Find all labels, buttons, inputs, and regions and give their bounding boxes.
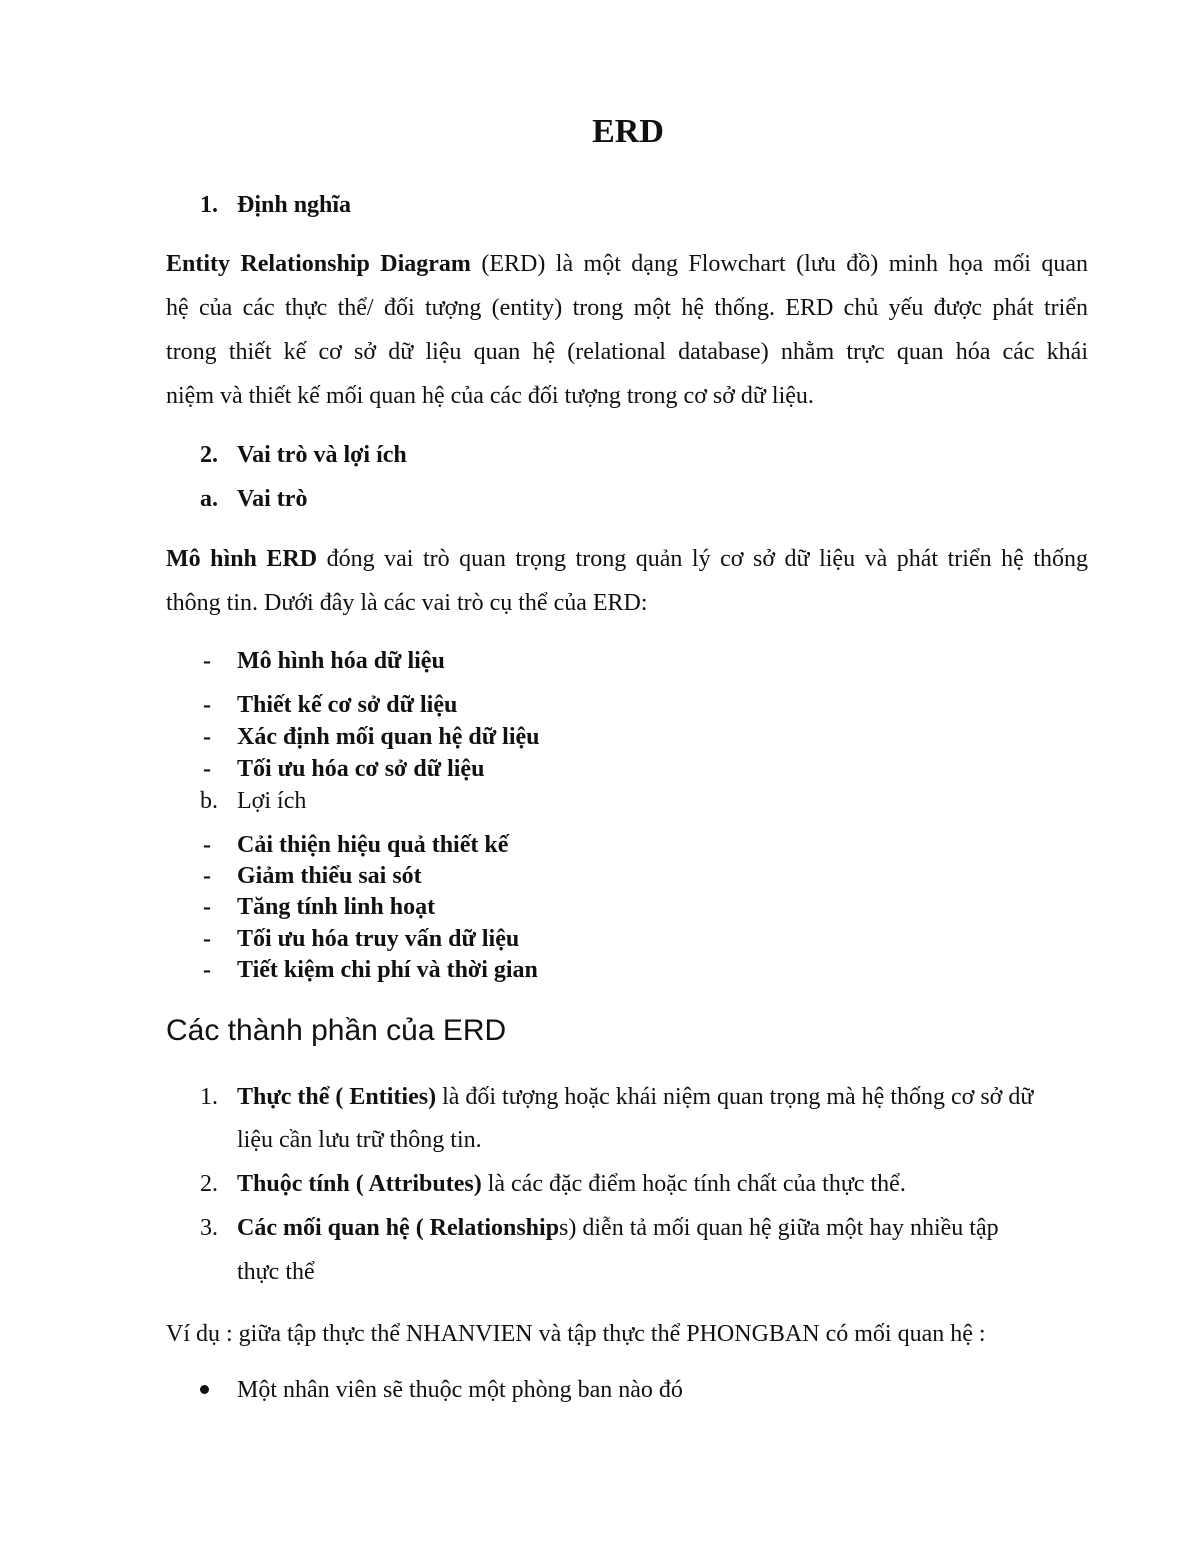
example-bullet-item: Một nhân viên sẽ thuộc một phòng ban nào đó bbox=[237, 1377, 683, 1403]
section-1-heading: Định nghĩa bbox=[237, 192, 352, 218]
subsection-b-letter: b. bbox=[200, 788, 218, 814]
list-dash: - bbox=[203, 692, 211, 718]
definition-paragraph bbox=[166, 242, 1088, 418]
component-3-line-2: thực thể bbox=[237, 1259, 315, 1285]
section-2-heading: Vai trò và lợi ích bbox=[237, 442, 407, 468]
list-dash: - bbox=[203, 863, 211, 889]
list-dash: - bbox=[203, 926, 211, 952]
benefit-item: Tiết kiệm chi phí và thời gian bbox=[237, 957, 538, 983]
role-item: Mô hình hóa dữ liệu bbox=[237, 648, 445, 674]
definition-line-1: Entity Relationship Diagram (ERD) là một dạng Flowchart (lưu đồ) minh họa mối quan bbox=[166, 251, 1089, 277]
component-3-line-1: Các mối quan hệ ( Relationships) diễn tả mối quan hệ giữa một hay nhiều tập bbox=[237, 1215, 999, 1241]
example-paragraph bbox=[166, 1312, 1088, 1356]
role-item: Xác định mối quan hệ dữ liệu bbox=[237, 724, 540, 750]
section-2-number: 2. bbox=[200, 442, 218, 468]
roles-intro-line-1: Mô hình ERD đóng vai trò quan trọng trong quản lý cơ sở dữ liệu và phát triển hệ thống bbox=[166, 546, 1088, 572]
benefit-item: Tối ưu hóa truy vấn dữ liệu bbox=[237, 926, 520, 952]
roles-intro-paragraph bbox=[166, 537, 1088, 625]
component-number: 2. bbox=[200, 1171, 218, 1197]
component-2-line-1: Thuộc tính ( Attributes) là các đặc điểm hoặc tính chất của thực thể. bbox=[237, 1171, 906, 1197]
section-1-number: 1. bbox=[200, 192, 218, 218]
component-term: Thực thể ( Entities) bbox=[237, 1084, 437, 1110]
benefit-item: Giảm thiểu sai sót bbox=[237, 863, 422, 889]
component-1-line-1: Thực thể ( Entities) là đối tượng hoặc khái niệm quan trọng mà hệ thống cơ sở dữ bbox=[237, 1084, 1034, 1110]
example-line: Ví dụ : giữa tập thực thể NHANVIEN và tập thực thể PHONGBAN có mối quan hệ : bbox=[166, 1321, 986, 1347]
definition-line-4: niệm và thiết kế mối quan hệ của các đối tượng trong cơ sở dữ liệu. bbox=[166, 383, 814, 409]
list-dash: - bbox=[203, 957, 211, 983]
definition-line-2: hệ của các thực thể/ đối tượng (entity) trong một hệ thống. ERD chủ yếu được phát triển bbox=[166, 295, 1088, 321]
list-dash: - bbox=[203, 648, 211, 674]
subsection-b-heading: Lợi ích bbox=[237, 788, 307, 814]
component-term: Các mối quan hệ ( Relationship bbox=[237, 1215, 560, 1241]
roles-intro-line-2: thông tin. Dưới đây là các vai trò cụ thể của ERD: bbox=[166, 590, 648, 616]
component-number: 3. bbox=[200, 1215, 218, 1241]
definition-line-3: trong thiết kế cơ sở dữ liệu quan hệ (relational database) nhằm trực quan hóa các khái bbox=[166, 339, 1088, 365]
component-number: 1. bbox=[200, 1084, 218, 1110]
component-1-line-2: liệu cần lưu trữ thông tin. bbox=[237, 1127, 482, 1153]
definition-term: Entity Relationship Diagram bbox=[166, 251, 471, 277]
benefit-item: Tăng tính linh hoạt bbox=[237, 894, 436, 920]
benefit-item: Cải thiện hiệu quả thiết kế bbox=[237, 832, 509, 858]
components-heading: Các thành phần của ERD bbox=[166, 1014, 507, 1047]
list-dash: - bbox=[203, 724, 211, 750]
subsection-a-letter: a. bbox=[200, 486, 218, 512]
list-dash: - bbox=[203, 832, 211, 858]
list-dash: - bbox=[203, 756, 211, 782]
role-item: Tối ưu hóa cơ sở dữ liệu bbox=[237, 756, 485, 782]
component-term: Thuộc tính ( Attributes) bbox=[237, 1171, 482, 1197]
roles-intro-term: Mô hình ERD bbox=[166, 546, 318, 572]
role-item: Thiết kế cơ sở dữ liệu bbox=[237, 692, 458, 718]
page-title: ERD bbox=[592, 113, 664, 150]
bullet-icon bbox=[200, 1385, 209, 1394]
subsection-a-heading: Vai trò bbox=[237, 486, 308, 512]
list-dash: - bbox=[203, 894, 211, 920]
